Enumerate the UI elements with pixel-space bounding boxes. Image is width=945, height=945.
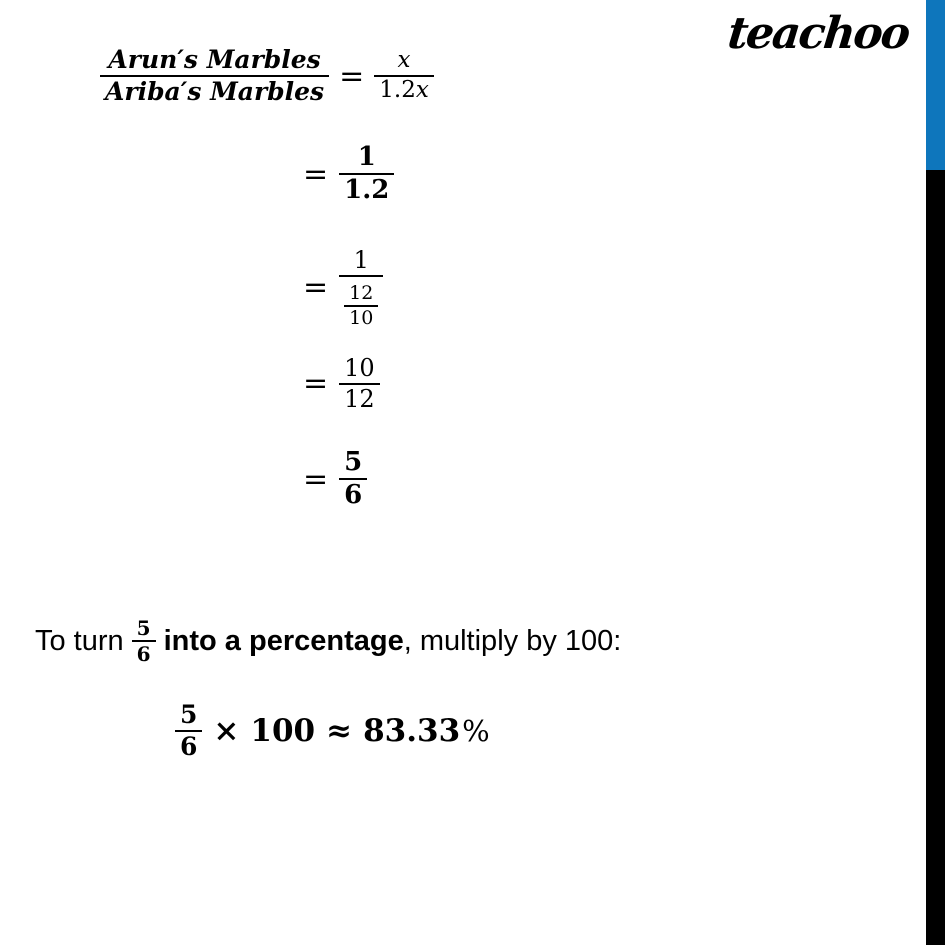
rhs-denominator [374, 78, 434, 104]
rhs-fraction [374, 48, 434, 104]
denominator: 12 [344, 384, 375, 413]
nested-numerator: 12 [349, 281, 374, 304]
variable-x: x [415, 77, 429, 103]
denominator: 1.2 [344, 175, 390, 206]
blue-accent-bar [926, 0, 945, 170]
approx-sign: ≈ [326, 713, 353, 749]
fraction-1-over-12-10ths [339, 247, 383, 329]
equals-sign: = [303, 156, 329, 192]
equation-line-10-over-12 [303, 355, 380, 413]
sentence-suffix: , multiply by 100: [403, 624, 622, 657]
sentence-prefix: To turn [35, 624, 124, 657]
equation-line-decimal [303, 143, 394, 205]
multiplier-100: 100 [250, 713, 316, 749]
sentence-bold-segment: into a percentage [163, 624, 404, 657]
equation-line-nested [303, 247, 383, 329]
result-value: 83.33 [363, 713, 461, 749]
numerator: 5 [344, 447, 363, 477]
denominator-nested [339, 278, 383, 329]
final-formula [175, 698, 490, 764]
lhs-denominator: Ariba′s Marbles [105, 77, 325, 106]
black-accent-bar [926, 170, 945, 945]
equals-sign: = [339, 58, 365, 94]
equals-sign: = [303, 366, 329, 402]
equals-sign: = [303, 270, 329, 306]
denominator: 6 [344, 480, 363, 511]
numerator: 5 [136, 615, 151, 640]
equation-line-ratio [100, 46, 434, 106]
numerator: 10 [344, 354, 375, 382]
fraction-10-over-12 [339, 355, 380, 413]
fraction-5-over-6 [339, 448, 367, 510]
numerator: 1 [357, 142, 376, 172]
denominator: 6 [180, 732, 198, 761]
numerator: 5 [180, 700, 198, 729]
denominator: 6 [136, 641, 151, 666]
percent-sign: % [462, 714, 490, 748]
numerator: 1 [353, 246, 369, 274]
fraction-bar [339, 275, 383, 277]
teachoo-logo: teachoo [725, 8, 911, 59]
rhs-numerator: x [397, 47, 411, 74]
fraction-5-over-6 [175, 701, 202, 761]
inline-fraction-5-over-6 [132, 617, 156, 665]
explanation-sentence [35, 608, 621, 674]
nested-fraction [344, 283, 378, 329]
equation-line-5-over-6 [303, 448, 367, 510]
lhs-fraction [100, 46, 329, 106]
multiplication-sign: × [213, 713, 240, 749]
coefficient: 1.2 [379, 77, 416, 103]
fraction-1-over-1point2 [339, 143, 394, 205]
lhs-numerator: Arun′s Marbles [108, 45, 321, 74]
equals-sign: = [303, 461, 329, 497]
nested-denominator: 10 [349, 306, 374, 329]
